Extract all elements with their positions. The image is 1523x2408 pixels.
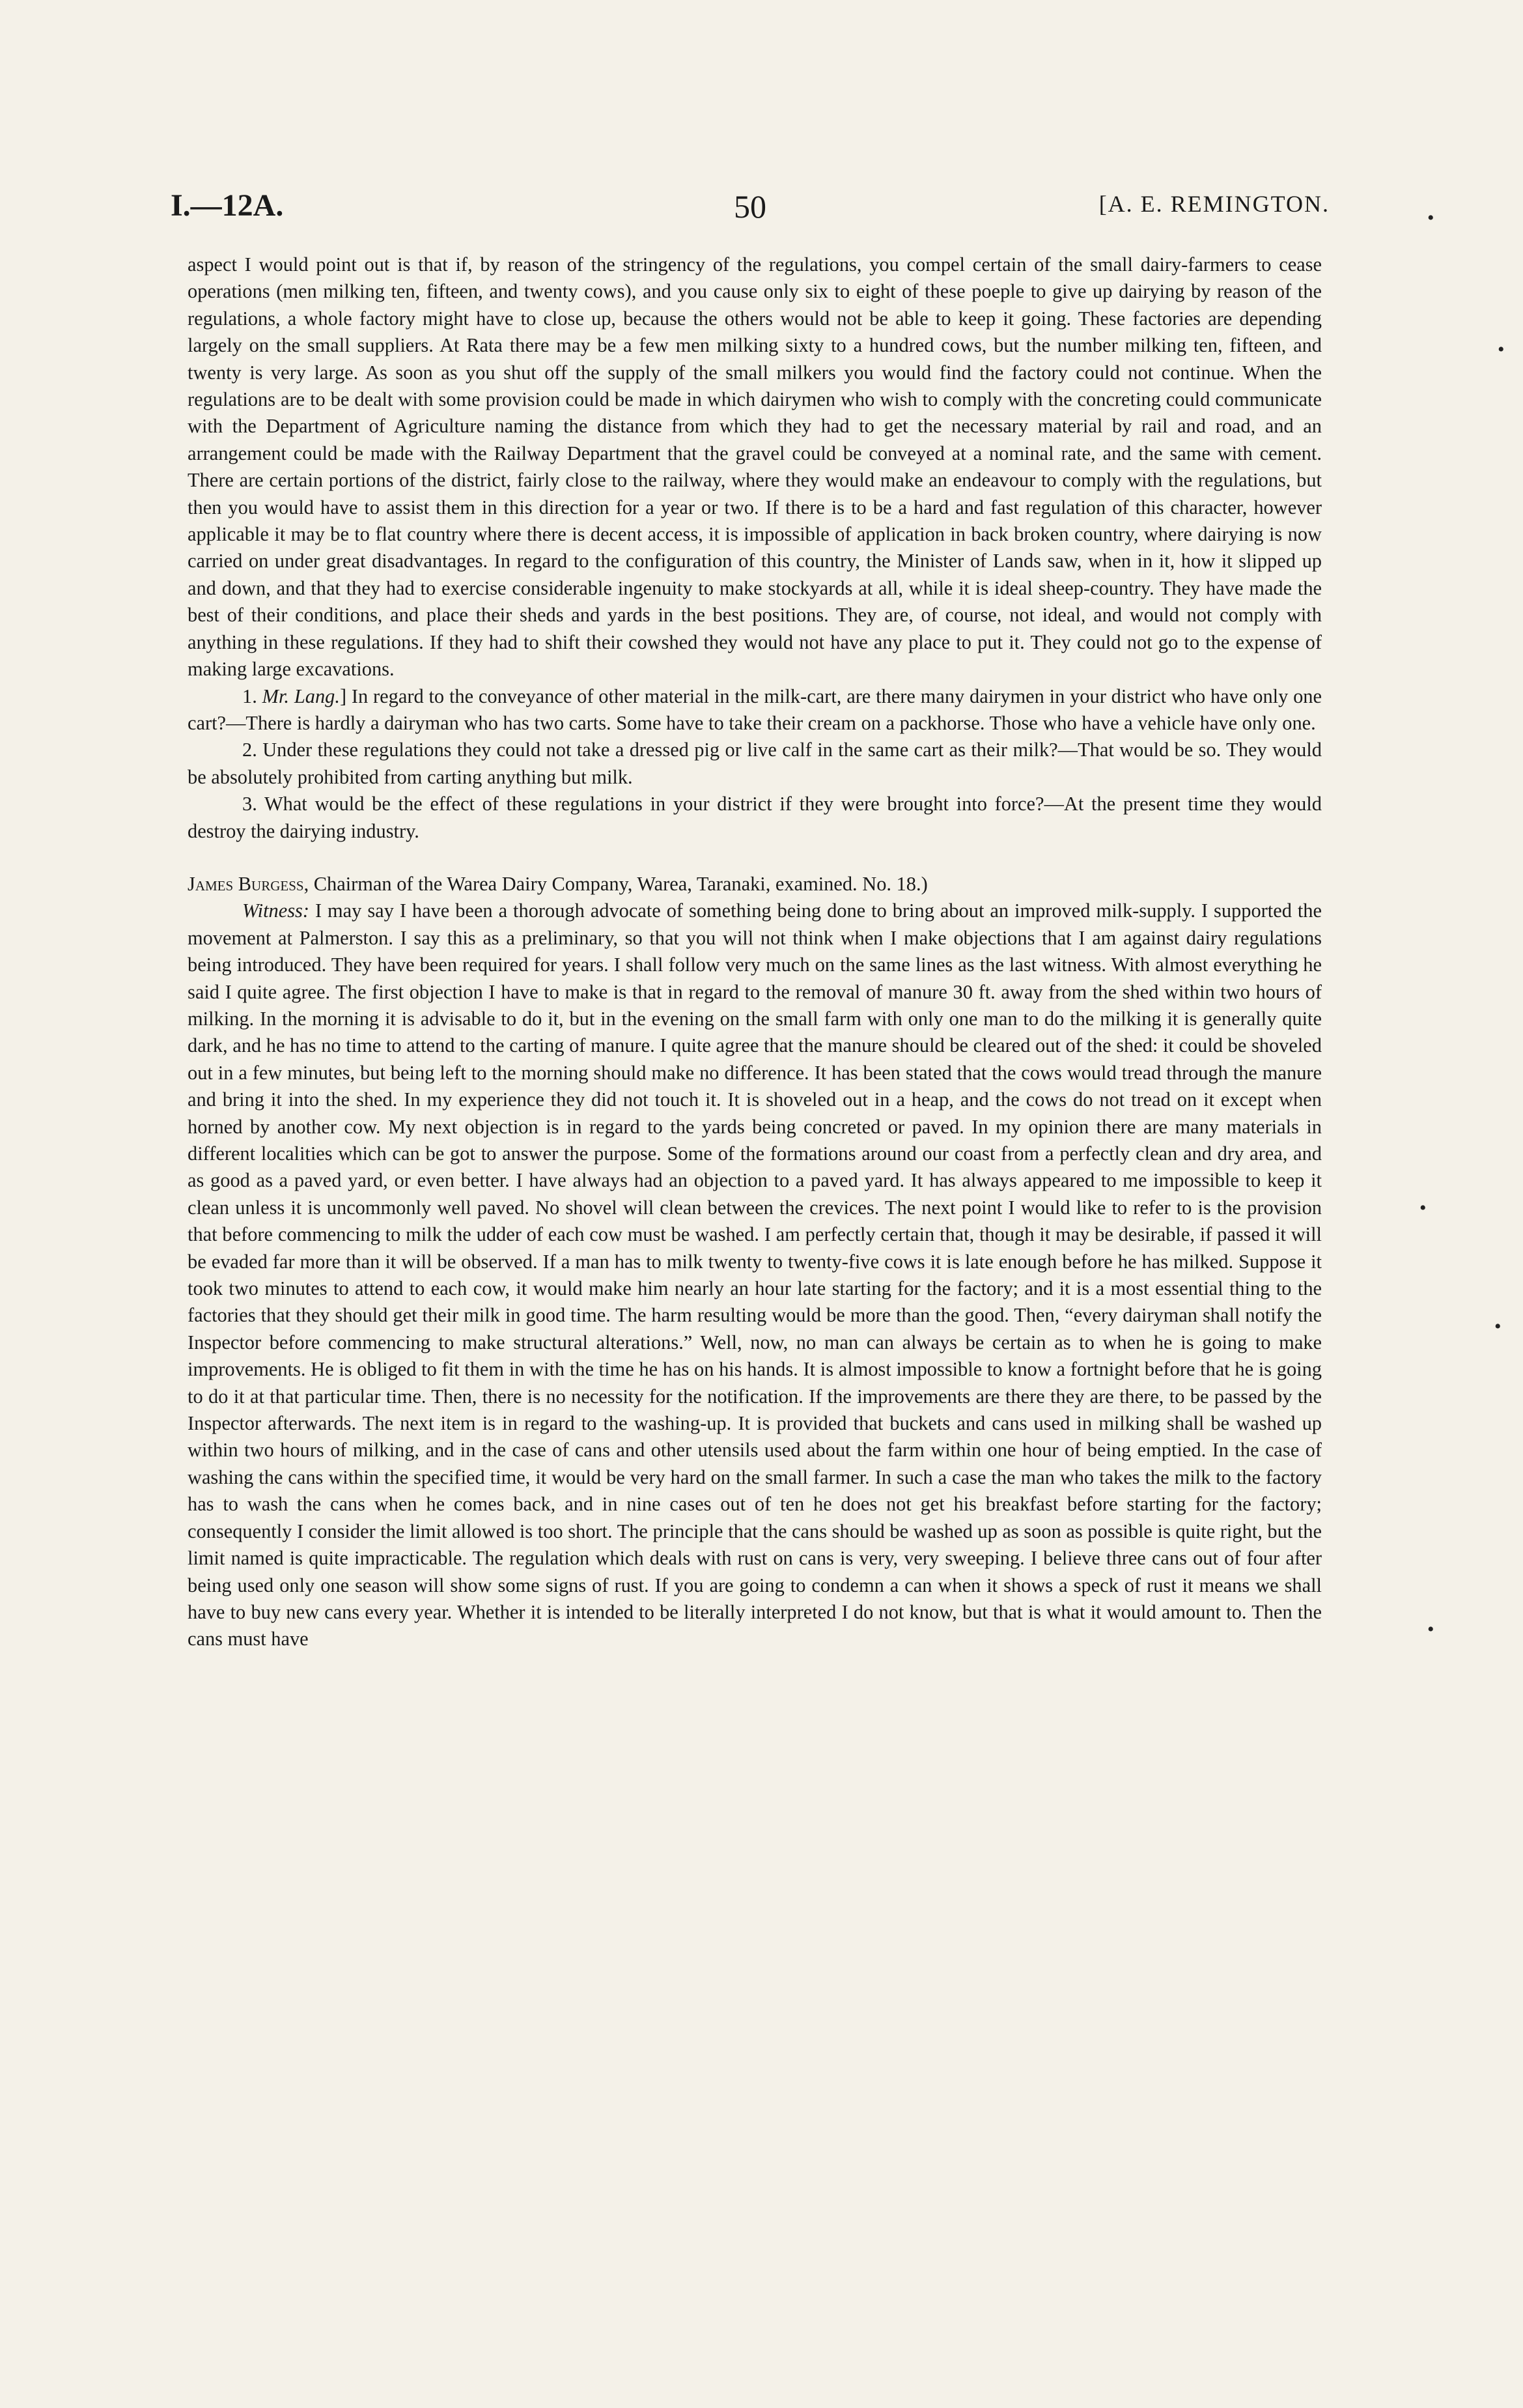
paragraph-remington-continued: aspect I would point out is that if, by reason of the stringency of the regulations, you compel certain of the small dairy-farmers to cease operations (men milking ten, fifteen, and twenty cows), and you cause only six to eight of these poeple to give up dairying by reason of the regulations, a whole factory might have to close up, because the others would not be able to keep it going. These factories are depending largely on the small suppliers. At Rata there may be a few men milking sixty to a hundred cows, but the number milking ten, fifteen, and twenty is very large. As soon as you shut off the supply of the small milkers you would find the factory could not continue. When the regulations are to be dealt with some provision could be made in which dairymen who wish to comply with the concreting could communicate with the Department of Agriculture naming the distance from which they had to get the necessary material by rail and road, and an arrangement could be made with the Railway Department that the gravel could be conveyed at a nominal rate, and the same with cement. There are certain portions of the district, fairly close to the railway, where they would make an endeavour to comply with the regulations, but then you would have to assist them in this direction for a year or two. If there is to be a hard and fast regulation of this character, however applicable it may be to flat country where there is decent access, it is impossible of application in back broken country, where dairying is now carried on under great disadvantages. In regard to the configuration of this country, the Minister of Lands saw, when in it, how it slipped up and down, and that they had to exercise considerable ingenuity to make stockyards at all, while it is ideal sheep-country. They have made the best of their conditions, and place their sheds and yards in the best positions. They are, of course, not ideal, and would not comply with anything in these regulations. If they had to shift their cowshed they would not have any place to put it. They could not go to the expense of making large excavations.: [188, 253, 1322, 681]
page-number: 50: [734, 188, 766, 225]
margin-mark: •: [1494, 1316, 1502, 1337]
document-body: [188, 251, 1322, 1653]
margin-mark: •: [1498, 339, 1505, 360]
witness-running-head: [A. E. REMINGTON.: [1098, 191, 1330, 217]
witness-label: Witness:: [242, 899, 309, 922]
witness-heading: [188, 871, 1322, 898]
question-speaker: Mr. Lang.: [262, 685, 340, 707]
witness-statement-text: I may say I have been a thorough advocate of something being done to bring about an improved milk-supply. I supported the movement at Palmerston. I say this as a preliminary, so that you will not think when I make objections that I am against dairy regulations being introduced. They have been required for years. I shall follow very much on the same lines as the last witness. With almost everything he said I quite agree. The first objection I have to make is that in regard to the removal of manure 30 ft. away from the shed within two hours of milking. In the morning it is advisable to do it, but in the evening on the small farm with only one man to do the milking it is generally quite dark, and he has no time to attend to the carting of manure. I quite agree that the manure should be cleared out of the shed: it could be shoveled out in a few minutes, but being left to the morning should make no difference. It has been stated that the cows would tread through the manure and bring it into the shed. In my experience they did not touch it. It is shoveled out in a heap, and the cows do not tread on it except when horned by another cow. My next objection is in regard to the yards being concreted or paved. In my opinion there are many materials in different localities which can be got to answer the purpose. Some of the formations around our coast from a perfectly clean and dry area, and as good as a paved yard, or even better. I have always had an objection to a paved yard. It has always appeared to me impossible to keep it clean unless it is uncommonly well paved. No shovel will clean between the crevices. The next point I would like to refer to is the provision that before commencing to milk the udder of each cow must be washed. I am perfectly certain that, though it may be desirable, if passed it will be evaded far more than it will be observed. If a man has to milk twenty to twenty-five cows it is late enough before he has milked. Suppose it took two minutes to attend to each cow, it would make him nearly an hour late starting for the factory; and it is a most essential thing to the factories that they should get their milk in good time. The harm resulting would be more than the good. Then, “every dairyman shall notify the Inspector before commencing to make structural alterations.” Well, now, no man can always be certain as to when he is going to make improvements. He is obliged to fit them in with the time he has on his hands. It is almost impossible to know a fortnight before that he is going to do it at that particular time. Then, there is no necessity for the notification. If the improvements are there they are there, to be passed by the Inspector afterwards. The next item is in regard to the washing-up. It is provided that buckets and cans used in milking shall be washed up within two hours of milking, and in the case of cans and other utensils used about the farm within one hour of being emptied. In the case of washing the cans within the specified time, it would be very hard on the small farmer. In such a case the man who takes the milk to the factory has to wash the cans when he comes back, and in nine cases out of ten he does not get his breakfast before starting for the factory; consequently I consider the limit allowed is too short. The principle that the cans should be washed up as soon as possible is quite right, but the limit named is quite impracticable. The regulation which deals with rust on cans is very, very sweeping. I believe three cans out of four after being used only one season will show some signs of rust. If you are going to condemn a can when it shows a speck of rust it means we shall have to buy new cans every year. Whether it is intended to be literally interpreted I do not know, but that is what it would amount to. Then the cans must have: [188, 899, 1322, 1650]
margin-mark: •: [1427, 1619, 1434, 1640]
report-reference: I.—12A.: [171, 188, 284, 223]
question-2: 2. Under these regulations they could not take a dressed pig or live calf in the same cart as their milk?—That would be so. They would be absolutely prohibited from carting anything but milk.: [188, 739, 1322, 788]
margin-mark: •: [1419, 1197, 1427, 1219]
question-1: [188, 683, 1322, 737]
witness-statement: [188, 898, 1322, 1652]
question-number: 1.: [242, 685, 257, 707]
page-header: [171, 188, 1330, 227]
margin-mark: •: [1427, 207, 1434, 229]
question-text: ] In regard to the conveyance of other material in the milk-cart, are there many dairymen in your district who have only one cart?—There is hardly a dairyman who has two carts. Some have to take their cream on a packhorse. Those who have a vehicle have only one.: [188, 685, 1322, 734]
witness-description: , Chairman of the Warea Dairy Company, Warea, Taranaki, examined. No. 18.): [303, 872, 928, 895]
witness-name: James Burgess: [188, 872, 304, 895]
question-3: 3. What would be the effect of these regulations in your district if they were brought into force?—At the present time they would destroy the dairying industry.: [188, 793, 1322, 842]
